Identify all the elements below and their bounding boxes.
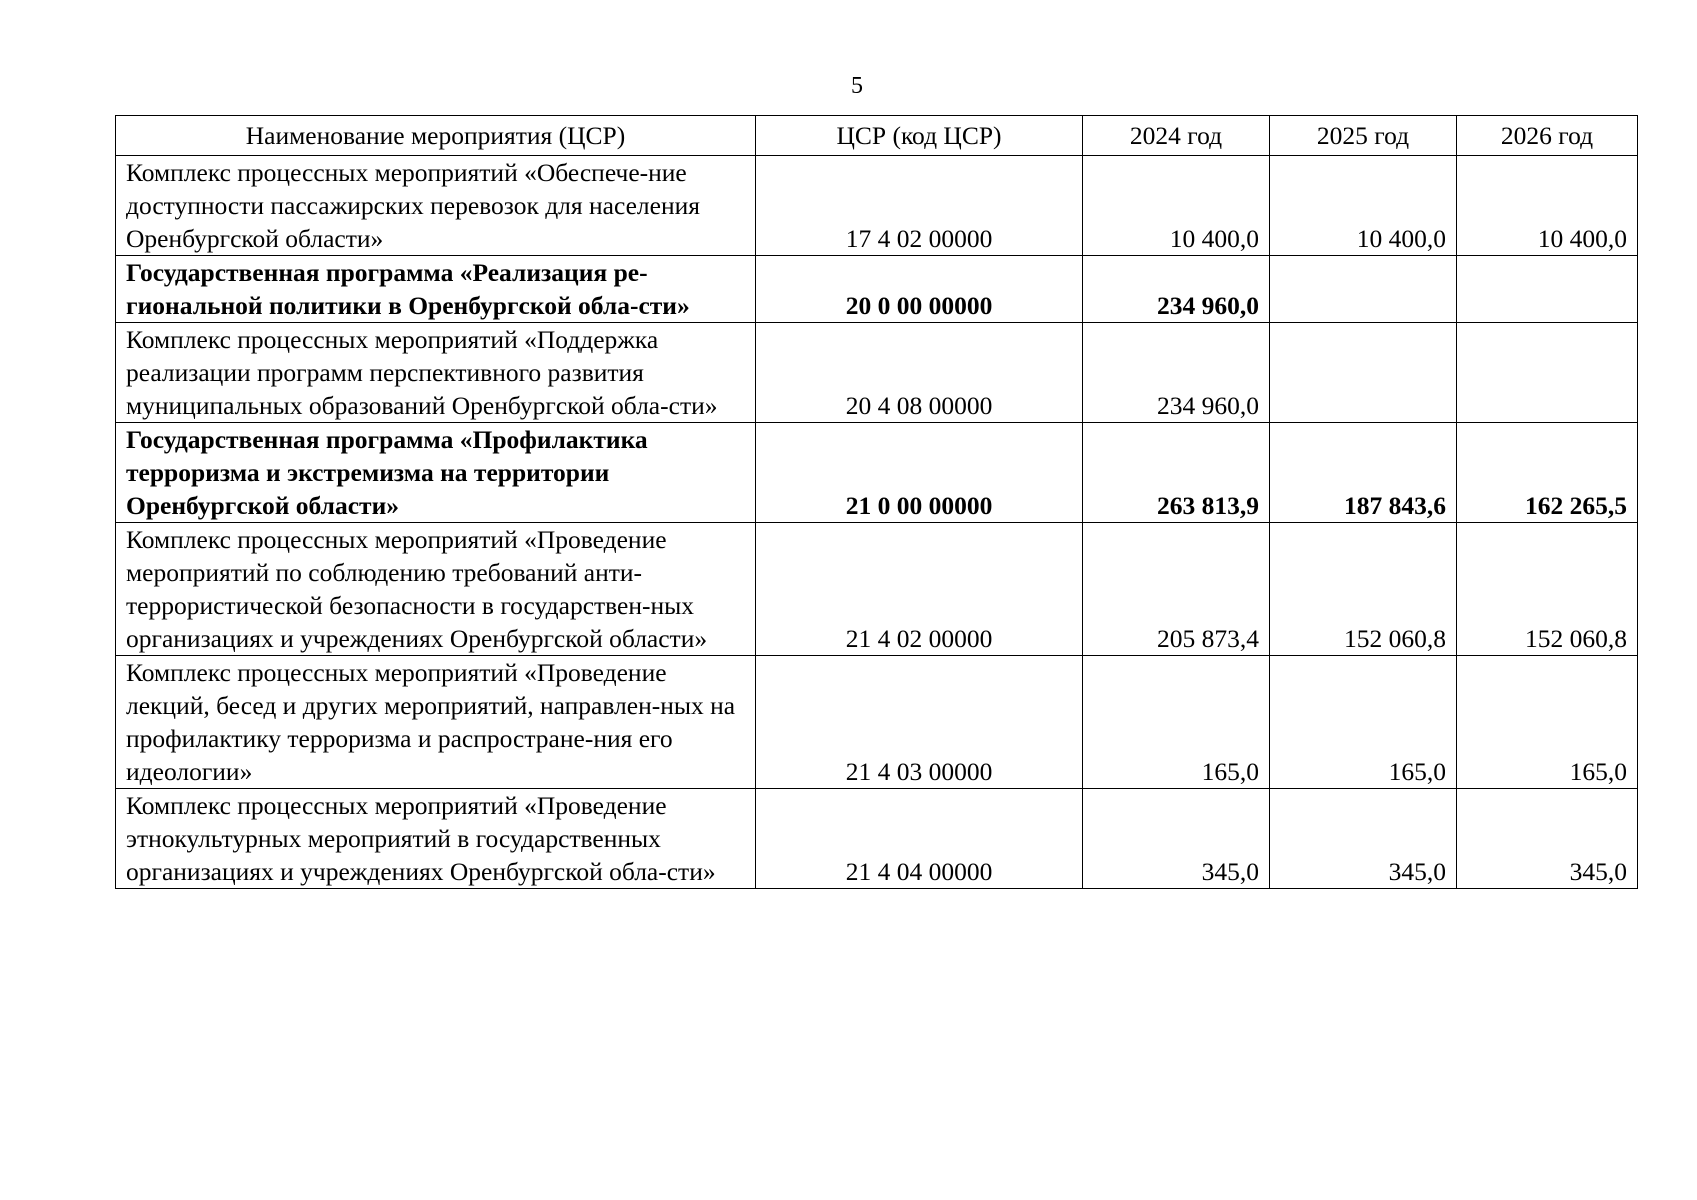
row-2026: 152 060,8 — [1457, 523, 1638, 656]
budget-table — [115, 115, 1638, 889]
header-2024: 2024 год — [1083, 116, 1270, 156]
row-name: Государственная программа «Профилактика терроризма и экстремизма на территории Оренбургской области» — [116, 423, 756, 523]
row-2024: 263 813,9 — [1083, 423, 1270, 523]
table-header-row — [116, 116, 1638, 156]
row-2026 — [1457, 256, 1638, 323]
table-row — [116, 423, 1638, 523]
page-number: 5 — [851, 73, 863, 99]
header-name: Наименование мероприятия (ЦСР) — [116, 116, 756, 156]
row-2026 — [1457, 323, 1638, 423]
row-2026: 345,0 — [1457, 789, 1638, 889]
table-row — [116, 789, 1638, 889]
header-2026: 2026 год — [1457, 116, 1638, 156]
row-2025: 187 843,6 — [1270, 423, 1457, 523]
row-2026: 10 400,0 — [1457, 156, 1638, 256]
row-2025 — [1270, 323, 1457, 423]
header-code: ЦСР (код ЦСР) — [756, 116, 1083, 156]
table-row — [116, 156, 1638, 256]
row-name: Комплекс процессных мероприятий «Обеспече-ние доступности пассажирских перевозок для населения Оренбургской области» — [116, 156, 756, 256]
row-code: 21 4 02 00000 — [756, 523, 1083, 656]
row-code: 21 0 00 00000 — [756, 423, 1083, 523]
row-name: Комплекс процессных мероприятий «Проведение этнокультурных мероприятий в государственных организациях и учреждениях Оренбургской обла-сти» — [116, 789, 756, 889]
table-row — [116, 523, 1638, 656]
row-name: Комплекс процессных мероприятий «Проведение мероприятий по соблюдению требований анти-террористической безопасности в государствен-ных организациях и учреждениях Оренбургской области» — [116, 523, 756, 656]
row-2024: 10 400,0 — [1083, 156, 1270, 256]
row-2026: 162 265,5 — [1457, 423, 1638, 523]
row-2026: 165,0 — [1457, 656, 1638, 789]
row-code: 20 4 08 00000 — [756, 323, 1083, 423]
row-name: Комплекс процессных мероприятий «Проведение лекций, бесед и других мероприятий, направлен-ных на профилактику терроризма и распростране-ния его идеологии» — [116, 656, 756, 789]
row-code: 17 4 02 00000 — [756, 156, 1083, 256]
row-2024: 205 873,4 — [1083, 523, 1270, 656]
row-2024: 345,0 — [1083, 789, 1270, 889]
row-2025: 10 400,0 — [1270, 156, 1457, 256]
row-2025: 165,0 — [1270, 656, 1457, 789]
row-2024: 234 960,0 — [1083, 323, 1270, 423]
row-name: Государственная программа «Реализация ре-гиональной политики в Оренбургской обла-сти» — [116, 256, 756, 323]
row-2025: 152 060,8 — [1270, 523, 1457, 656]
row-2024: 165,0 — [1083, 656, 1270, 789]
table-row — [116, 323, 1638, 423]
table-row — [116, 656, 1638, 789]
row-code: 21 4 04 00000 — [756, 789, 1083, 889]
row-2024: 234 960,0 — [1083, 256, 1270, 323]
row-name: Комплекс процессных мероприятий «Поддержка реализации программ перспективного развития муниципальных образований Оренбургской обла-сти» — [116, 323, 756, 423]
header-2025: 2025 год — [1270, 116, 1457, 156]
row-2025 — [1270, 256, 1457, 323]
row-2025: 345,0 — [1270, 789, 1457, 889]
table-row — [116, 256, 1638, 323]
row-code: 20 0 00 00000 — [756, 256, 1083, 323]
row-code: 21 4 03 00000 — [756, 656, 1083, 789]
